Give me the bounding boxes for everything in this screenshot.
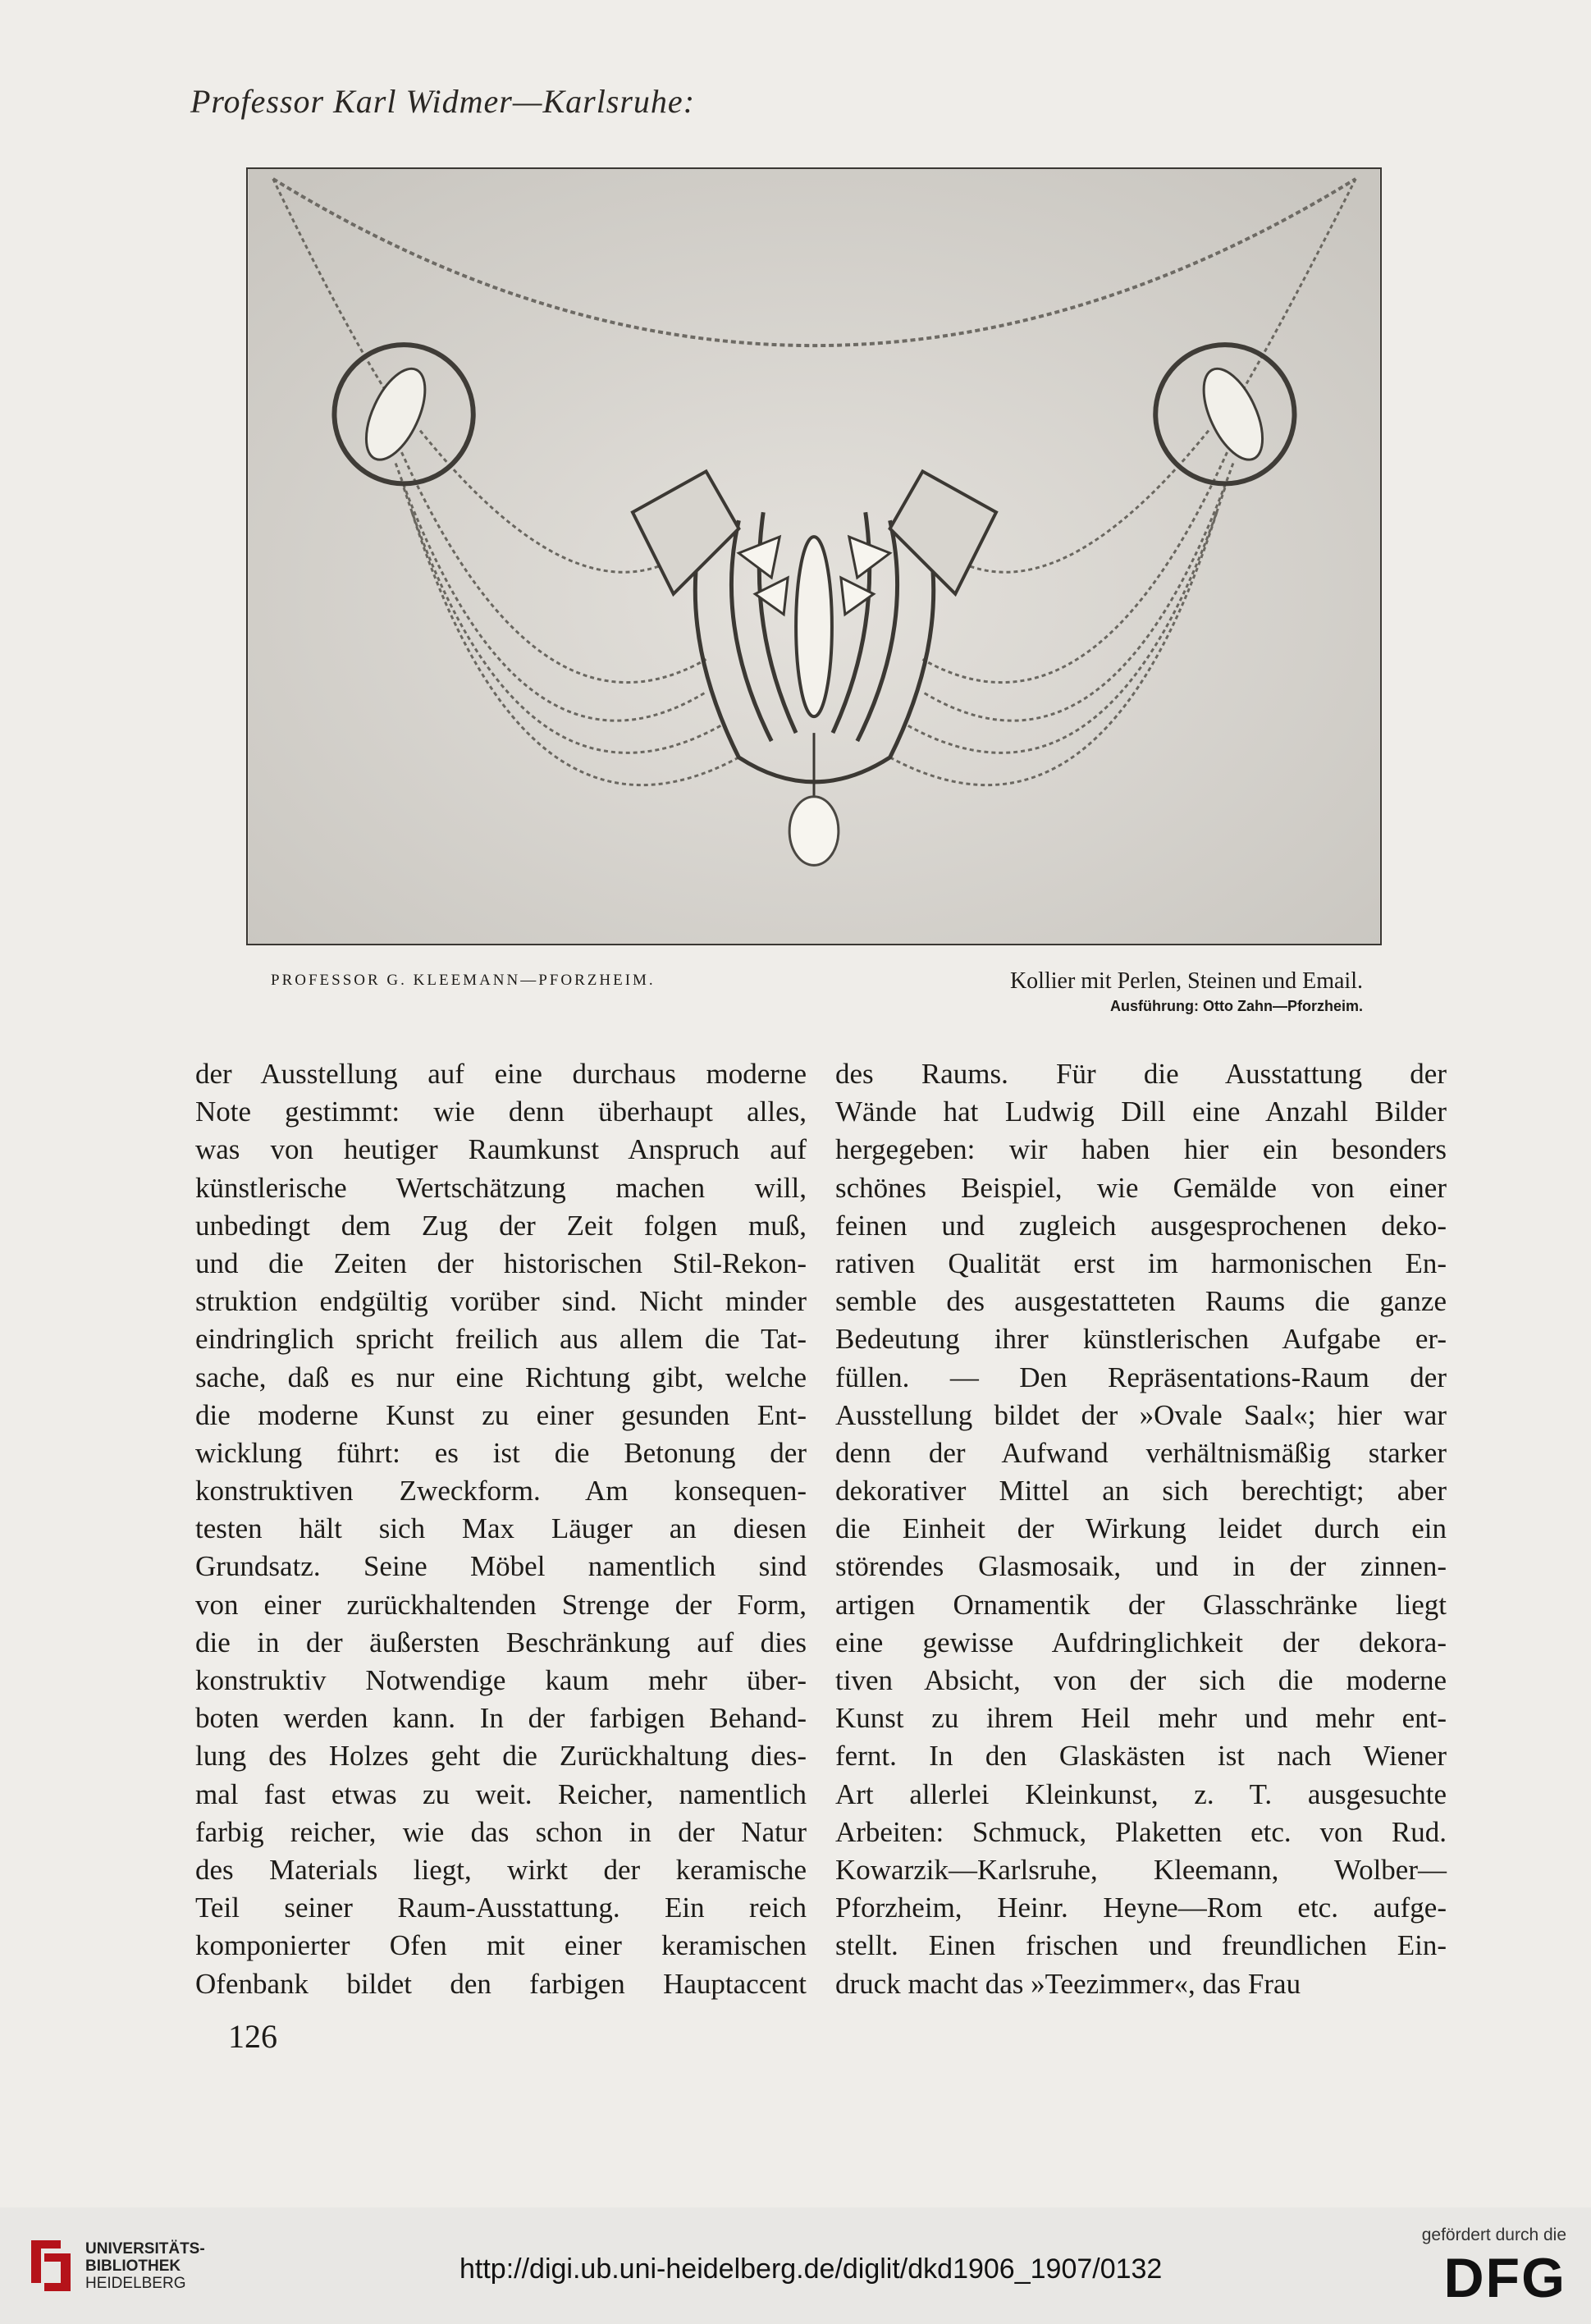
text-line: die moderne Kunst zu einer gesunden Ent- [195, 1398, 807, 1431]
library-name-line-2: BIBLIOTHEK [85, 2258, 181, 2275]
text-line: testen hält sich Max Läuger an diesen [195, 1512, 807, 1545]
text-line: wicklung führt: es ist die Betonung der [195, 1436, 807, 1469]
text-line: rativen Qualität erst im harmonischen En- [835, 1247, 1447, 1279]
text-line: schönes Beispiel, wie Gemälde von einer [835, 1171, 1447, 1204]
text-line: was von heutiger Raumkunst Anspruch auf [195, 1133, 807, 1166]
text-line: konstruktiv Notwendige kaum mehr über- [195, 1664, 807, 1696]
figure-caption [1010, 968, 1363, 1015]
text-line: Bedeutung ihrer künstlerischen Aufgabe er- [835, 1323, 1447, 1356]
text-line: Ofenbank bildet den farbigen Hauptaccent [195, 1967, 807, 2000]
text-line: störendes Glasmosaik, und in der zinnen- [835, 1550, 1447, 1583]
text-line: farbig reicher, wie das schon in der Natur [195, 1815, 807, 1848]
text-line: fernt. In den Glaskästen ist nach Wiener [835, 1740, 1447, 1773]
text-line: und die Zeiten der historischen Stil-Rekon- [195, 1247, 807, 1279]
dfg-logo: DFG [1443, 2247, 1566, 2309]
library-name-line-1: UNIVERSITÄTS- [85, 2240, 205, 2258]
necklace-photograph [246, 167, 1382, 945]
library-name-line-3: HEIDELBERG [85, 2275, 186, 2292]
text-line: tiven Absicht, von der sich die moderne [835, 1664, 1447, 1696]
text-line: dekorativer Mittel an sich berechtigt; aber [835, 1475, 1447, 1507]
text-line: Wände hat Ludwig Dill eine Anzahl Bilder [835, 1096, 1447, 1128]
text-line: die in der äußersten Beschränkung auf dies [195, 1626, 807, 1658]
text-line: mal fast etwas zu weit. Reicher, namentlich [195, 1777, 807, 1810]
text-line: komponierter Ofen mit einer keramischen [195, 1929, 807, 1962]
text-line: Note gestimmt: wie denn überhaupt alles, [195, 1096, 807, 1128]
text-line: stellt. Einen frischen und freundlichen Ein- [835, 1929, 1447, 1962]
text-line: Kowarzik—Karlsruhe, Kleemann, Wolber— [835, 1853, 1447, 1886]
text-line: künstlerische Wertschätzung machen will, [195, 1171, 807, 1204]
text-line: semble des ausgestatteten Raums die ganze [835, 1285, 1447, 1318]
text-line: boten werden kann. In der farbigen Behand- [195, 1702, 807, 1735]
text-line: lung des Holzes geht die Zurückhaltung dies- [195, 1740, 807, 1773]
university-library-name[interactable] [85, 2240, 205, 2292]
text-line: füllen. — Den Repräsentations-Raum der [835, 1361, 1447, 1393]
sponsor-text: gefördert durch die [1421, 2226, 1566, 2244]
text-line: von einer zurückhaltenden Strenge der Form, [195, 1588, 807, 1621]
text-line: artigen Ornamentik der Glasschränke liegt [835, 1588, 1447, 1621]
text-line: Pforzheim, Heinr. Heyne—Rom etc. aufge- [835, 1892, 1447, 1924]
text-line: Arbeiten: Schmuck, Plaketten etc. von Rud. [835, 1815, 1447, 1848]
text-line: Grundsatz. Seine Möbel namentlich sind [195, 1550, 807, 1583]
sponsor-block[interactable] [1422, 2226, 1566, 2311]
figure-credit: PROFESSOR G. KLEEMANN—PFORZHEIM. [271, 972, 656, 989]
text-line: der Ausstellung auf eine durchaus moderne [195, 1058, 807, 1090]
text-column-left [195, 1055, 807, 2003]
text-line: sache, daß es nur eine Richtung gibt, welche [195, 1361, 807, 1393]
text-line: hergegeben: wir haben hier ein besonders [835, 1133, 1447, 1166]
text-line: eine gewisse Aufdringlichkeit der dekora- [835, 1626, 1447, 1658]
text-line: druck macht das »Teezimmer«, das Frau [835, 1967, 1301, 2000]
text-line: struktion endgültig vorüber sind. Nicht minder [195, 1285, 807, 1318]
text-line: des Raums. Für die Ausstattung der [835, 1058, 1447, 1090]
text-line: denn der Aufwand verhältnismäßig starker [835, 1436, 1447, 1469]
text-line: Teil seiner Raum-Ausstattung. Ein reich [195, 1892, 807, 1924]
page-number: 126 [228, 2018, 277, 2055]
text-line: unbedingt dem Zug der Zeit folgen muß, [195, 1209, 807, 1242]
text-line: feinen und zugleich ausgesprochenen deko- [835, 1209, 1447, 1242]
text-line: des Materials liegt, wirkt der keramische [195, 1853, 807, 1886]
text-line: eindringlich spricht freilich aus allem die Tat- [195, 1323, 807, 1356]
necklace-illustration [248, 169, 1380, 944]
university-library-logo-icon[interactable] [25, 2234, 77, 2299]
text-line: die Einheit der Wirkung leidet durch ein [835, 1512, 1447, 1545]
text-line: Art allerlei Kleinkunst, z. T. ausgesuchte [835, 1777, 1447, 1810]
text-line: Kunst zu ihrem Heil mehr und mehr ent- [835, 1702, 1447, 1735]
digitization-footer [0, 2207, 1591, 2324]
text-line: Ausstellung bildet der »Ovale Saal«; hier war [835, 1398, 1447, 1431]
permalink-url[interactable]: http://digi.ub.uni-heidelberg.de/diglit/dkd1906_1907/0132 [459, 2253, 1163, 2285]
figure-caption-execution: Ausführung: Otto Zahn—Pforzheim. [1110, 998, 1363, 1014]
running-title: Professor Karl Widmer—Karlsruhe: [190, 83, 696, 120]
figure-caption-title: Kollier mit Perlen, Steinen und Email. [1009, 968, 1363, 994]
text-column-right [835, 1055, 1447, 2003]
text-line: konstruktiven Zweckform. Am konsequen- [195, 1475, 807, 1507]
